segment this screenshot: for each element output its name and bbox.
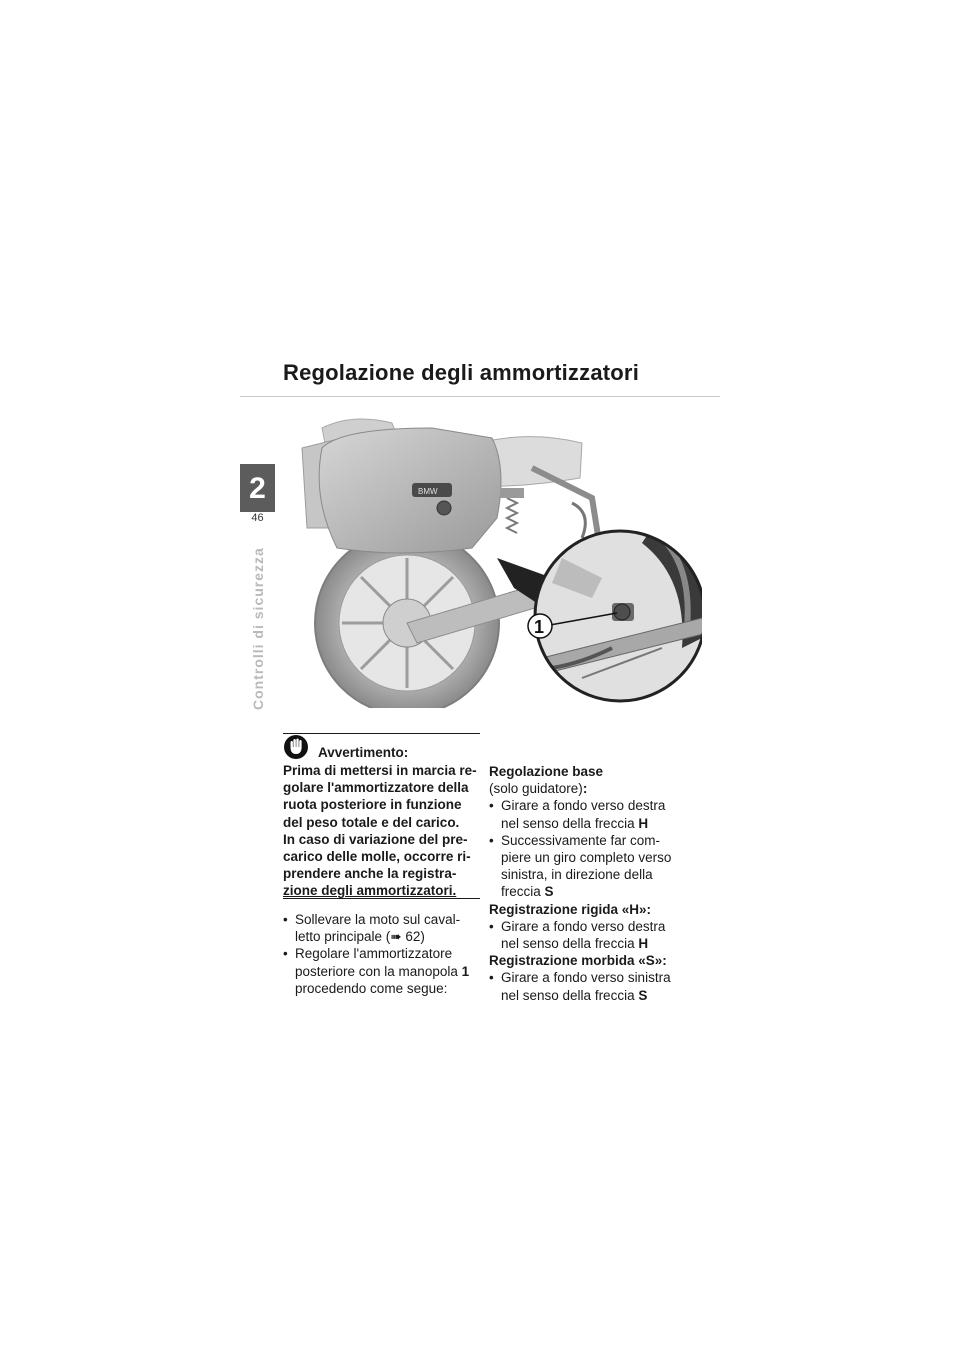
page-number: 46 xyxy=(251,512,264,524)
callout-1: 1 xyxy=(534,617,545,637)
warning-bottom-rule xyxy=(283,898,480,899)
adjustment-instructions: Regolazione base (solo guidatore): • Girare a fondo verso destra nel senso della freccia H • Successivamente far com- piere un giro completo verso sinistra, in direzione della freccia S Registrazione rigida «H»: • Girare a fondo verso destra nel senso della freccia H Registrazione morbida «S»: • Girare a fondo verso sinistra nel senso della freccia S xyxy=(489,763,699,1004)
warning-heading: Avvertimento: xyxy=(318,745,409,760)
side-case xyxy=(319,428,501,553)
chapter-tab: 2 xyxy=(240,464,275,512)
list-item: • Regolare l'ammortizzatore posteriore con la manopola 1 procedendo come segue: xyxy=(283,946,470,996)
arrow-right-icon: ➠ xyxy=(390,929,402,945)
hand-stop-icon xyxy=(283,733,309,759)
list-item: • Girare a fondo verso destra nel senso della freccia H xyxy=(489,798,666,831)
title-divider xyxy=(240,396,720,397)
warning-text: Prima di mettersi in marcia re- golare l'ammortizzatore della ruota posteriore in funzione del peso totale e del carico. In caso di variazione del pre- carico delle molle, occorre ri- prendere anche la registra- zione degli ammortizzatori. xyxy=(283,763,477,899)
motorcycle-rear-illustration xyxy=(282,408,702,708)
list-item: • Sollevare la moto sul caval- letto principale (➠ 62) xyxy=(283,912,461,945)
section-heading-soft: Registrazione morbida «S»: xyxy=(489,953,667,969)
list-item: • Successivamente far com- piere un giro completo verso sinistra, in direzione della freccia S xyxy=(489,832,672,900)
section-heading-base: Regolazione base xyxy=(489,764,604,779)
steps-list xyxy=(283,911,483,997)
case-badge: BMW xyxy=(418,487,438,496)
chapter-side-label: Controlli di sicurezza xyxy=(250,547,266,710)
section-heading-rigid: Registrazione rigida «H»: xyxy=(489,901,652,917)
list-item: • Girare a fondo verso destra nel senso della freccia H xyxy=(489,918,666,952)
list-item: • Girare a fondo verso sinistra nel senso della freccia S xyxy=(489,970,671,1003)
warning-top-rule xyxy=(283,733,480,734)
page-title: Regolazione degli ammortizzatori xyxy=(283,360,640,385)
